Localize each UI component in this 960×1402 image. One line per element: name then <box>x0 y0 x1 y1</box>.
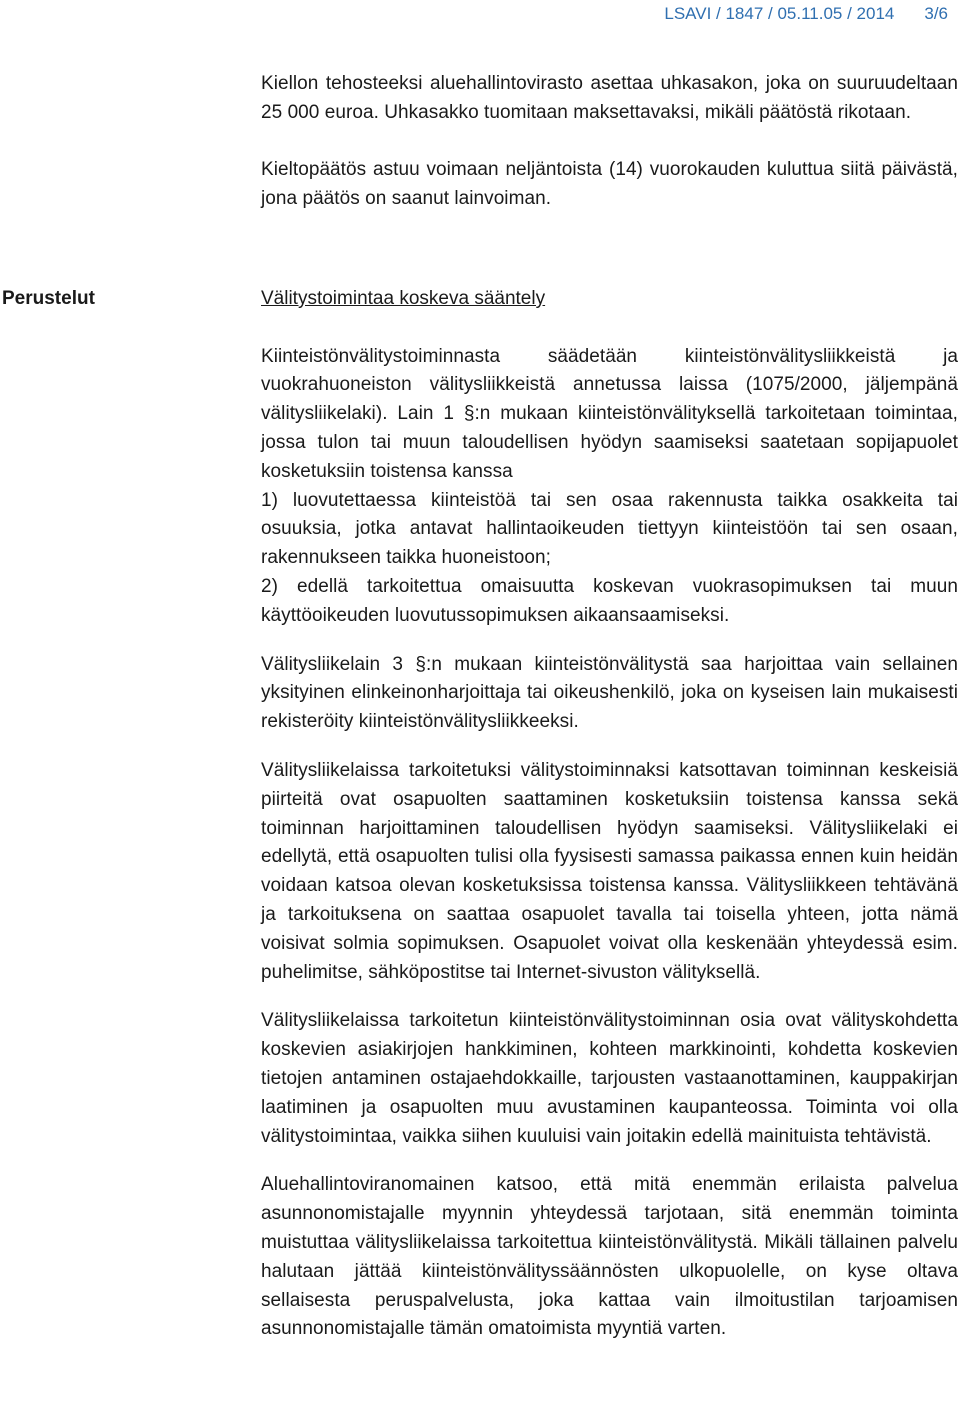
list-item-2: 2) edellä tarkoitettua omaisuutta koskevan vuokrasopimuksen tai muun käyttöoikeuden luovutussopimuksen aikaansaamiseksi. <box>261 575 958 626</box>
paragraph-registration: Välitysliikelain 3 §:n mukaan kiinteistönvälitystä saa harjoittaa vain sellainen yksityinen elinkeinonharjoittaja tai oikeushenkilö, joka on kyseisen lain mukaisesti rekisteröity kiinteistönvälitysliikkeeksi. <box>261 653 958 733</box>
list-item-1: 1) luovutettaessa kiinteistöä tai sen osaa rakennusta taikka osakkeita tai osuuksia, jotka antavat hallintaoikeuden tiettyyn kiinteistöön tai sen osaan, rakennukseen taikka huoneistoon; <box>261 489 958 569</box>
paragraph-definition: Kiinteistönvälitystoiminnasta säädetään kiinteistönvälitysliikkeistä ja vuokrahuoneiston välitysliikkeistä annetussa laissa (1075/2000, jäljempänä välitysliikelaki). Lain 1 §:n mukaan kiinteistönvälityksellä tarkoitetaan toimintaa, jossa tulon tai muun taloudellisen hyödyn saamiseksi saatetaan sopijapuolet kosketuksiin toistensa kanssa <box>261 345 958 482</box>
paragraph-assessment: Aluehallintoviranomainen katsoo, että mitä enemmän erilaista palvelua asunnonomistajalle myynnin yhteydessä tarjotaan, sitä enemmän toiminta muistuttaa välitysliikelaissa tarkoitettua kiinteistönvälitystä. Mikäli tällainen palvelu halutaan jättää kiinteistönvälityssäännösten ulkopuolelle, on kyse oltava sellaisesta peruspalvelusta, joka kattaa vain ilmoitustilan tarjoamisen asunnonomistajalle tämän omatoimista myyntiä varten. <box>261 1174 958 1340</box>
page-number: 3/6 <box>924 4 948 23</box>
intro-paragraph-penalty: Kiellon tehosteeksi aluehallintovirasto asettaa uhkasakon, joka on suuruudeltaan 25 000 euroa. Uhkasakko tuomitaan maksettavaksi, mikäli päätöstä rikotaan. <box>261 73 958 123</box>
document-reference: LSAVI / 1847 / 05.11.05 / 2014 <box>664 4 895 23</box>
section-body <box>261 285 958 1344</box>
section-heading: Välitystoimintaa koskeva sääntely <box>261 288 546 309</box>
intro-paragraph-effective: Kieltopäätös astuu voimaan neljäntoista (14) vuorokauden kuluttua siitä päivästä, jona päätös on saanut lainvoiman. <box>261 159 958 210</box>
document-header <box>664 2 948 26</box>
paragraph-characteristics: Välitysliikelaissa tarkoitetuksi välitystoiminnaksi katsottavan toiminnan keskeisiä piirteitä ovat osapuolten saattaminen kosketuksiin toistensa kanssa sekä toiminnan harjoittaminen taloudellisen hyödyn saamiseksi. Välitysliikelaki ei edellytä, että osapuolten tulisi olla fyysisesti samassa paikassa ennen kuin heidän voidaan katsoa olevan kosketuksissa toistensa kanssa. Välitysliikkeen tehtävänä ja tarkoituksena on saattaa osapuolet tavalla tai toisella yhteen, jotta nämä voisivat solmia sopimuksen. Osapuolet voivat olla keskenään yhteydessä esim. puhelimitse, sähköpostitse tai Internet-sivuston välityksellä. <box>261 759 958 983</box>
intro-block <box>261 70 958 214</box>
section-label: Perustelut <box>2 288 95 309</box>
paragraph-components: Välitysliikelaissa tarkoitetun kiinteistönvälitystoiminnan osia ovat välityskohdetta koskevien asiakirjojen hankkiminen, kohteen markkinointi, kohdetta koskevien tietojen antaminen ostajaehdokkaille, tarjousten vastaanottaminen, kauppakirjan laatiminen ja osapuolten muu avustaminen kaupanteossa. Toiminta voi olla välitystoimintaa, vaikka siihen kuuluisi vain joitakin edellä mainituista tehtävistä. <box>261 1010 958 1147</box>
